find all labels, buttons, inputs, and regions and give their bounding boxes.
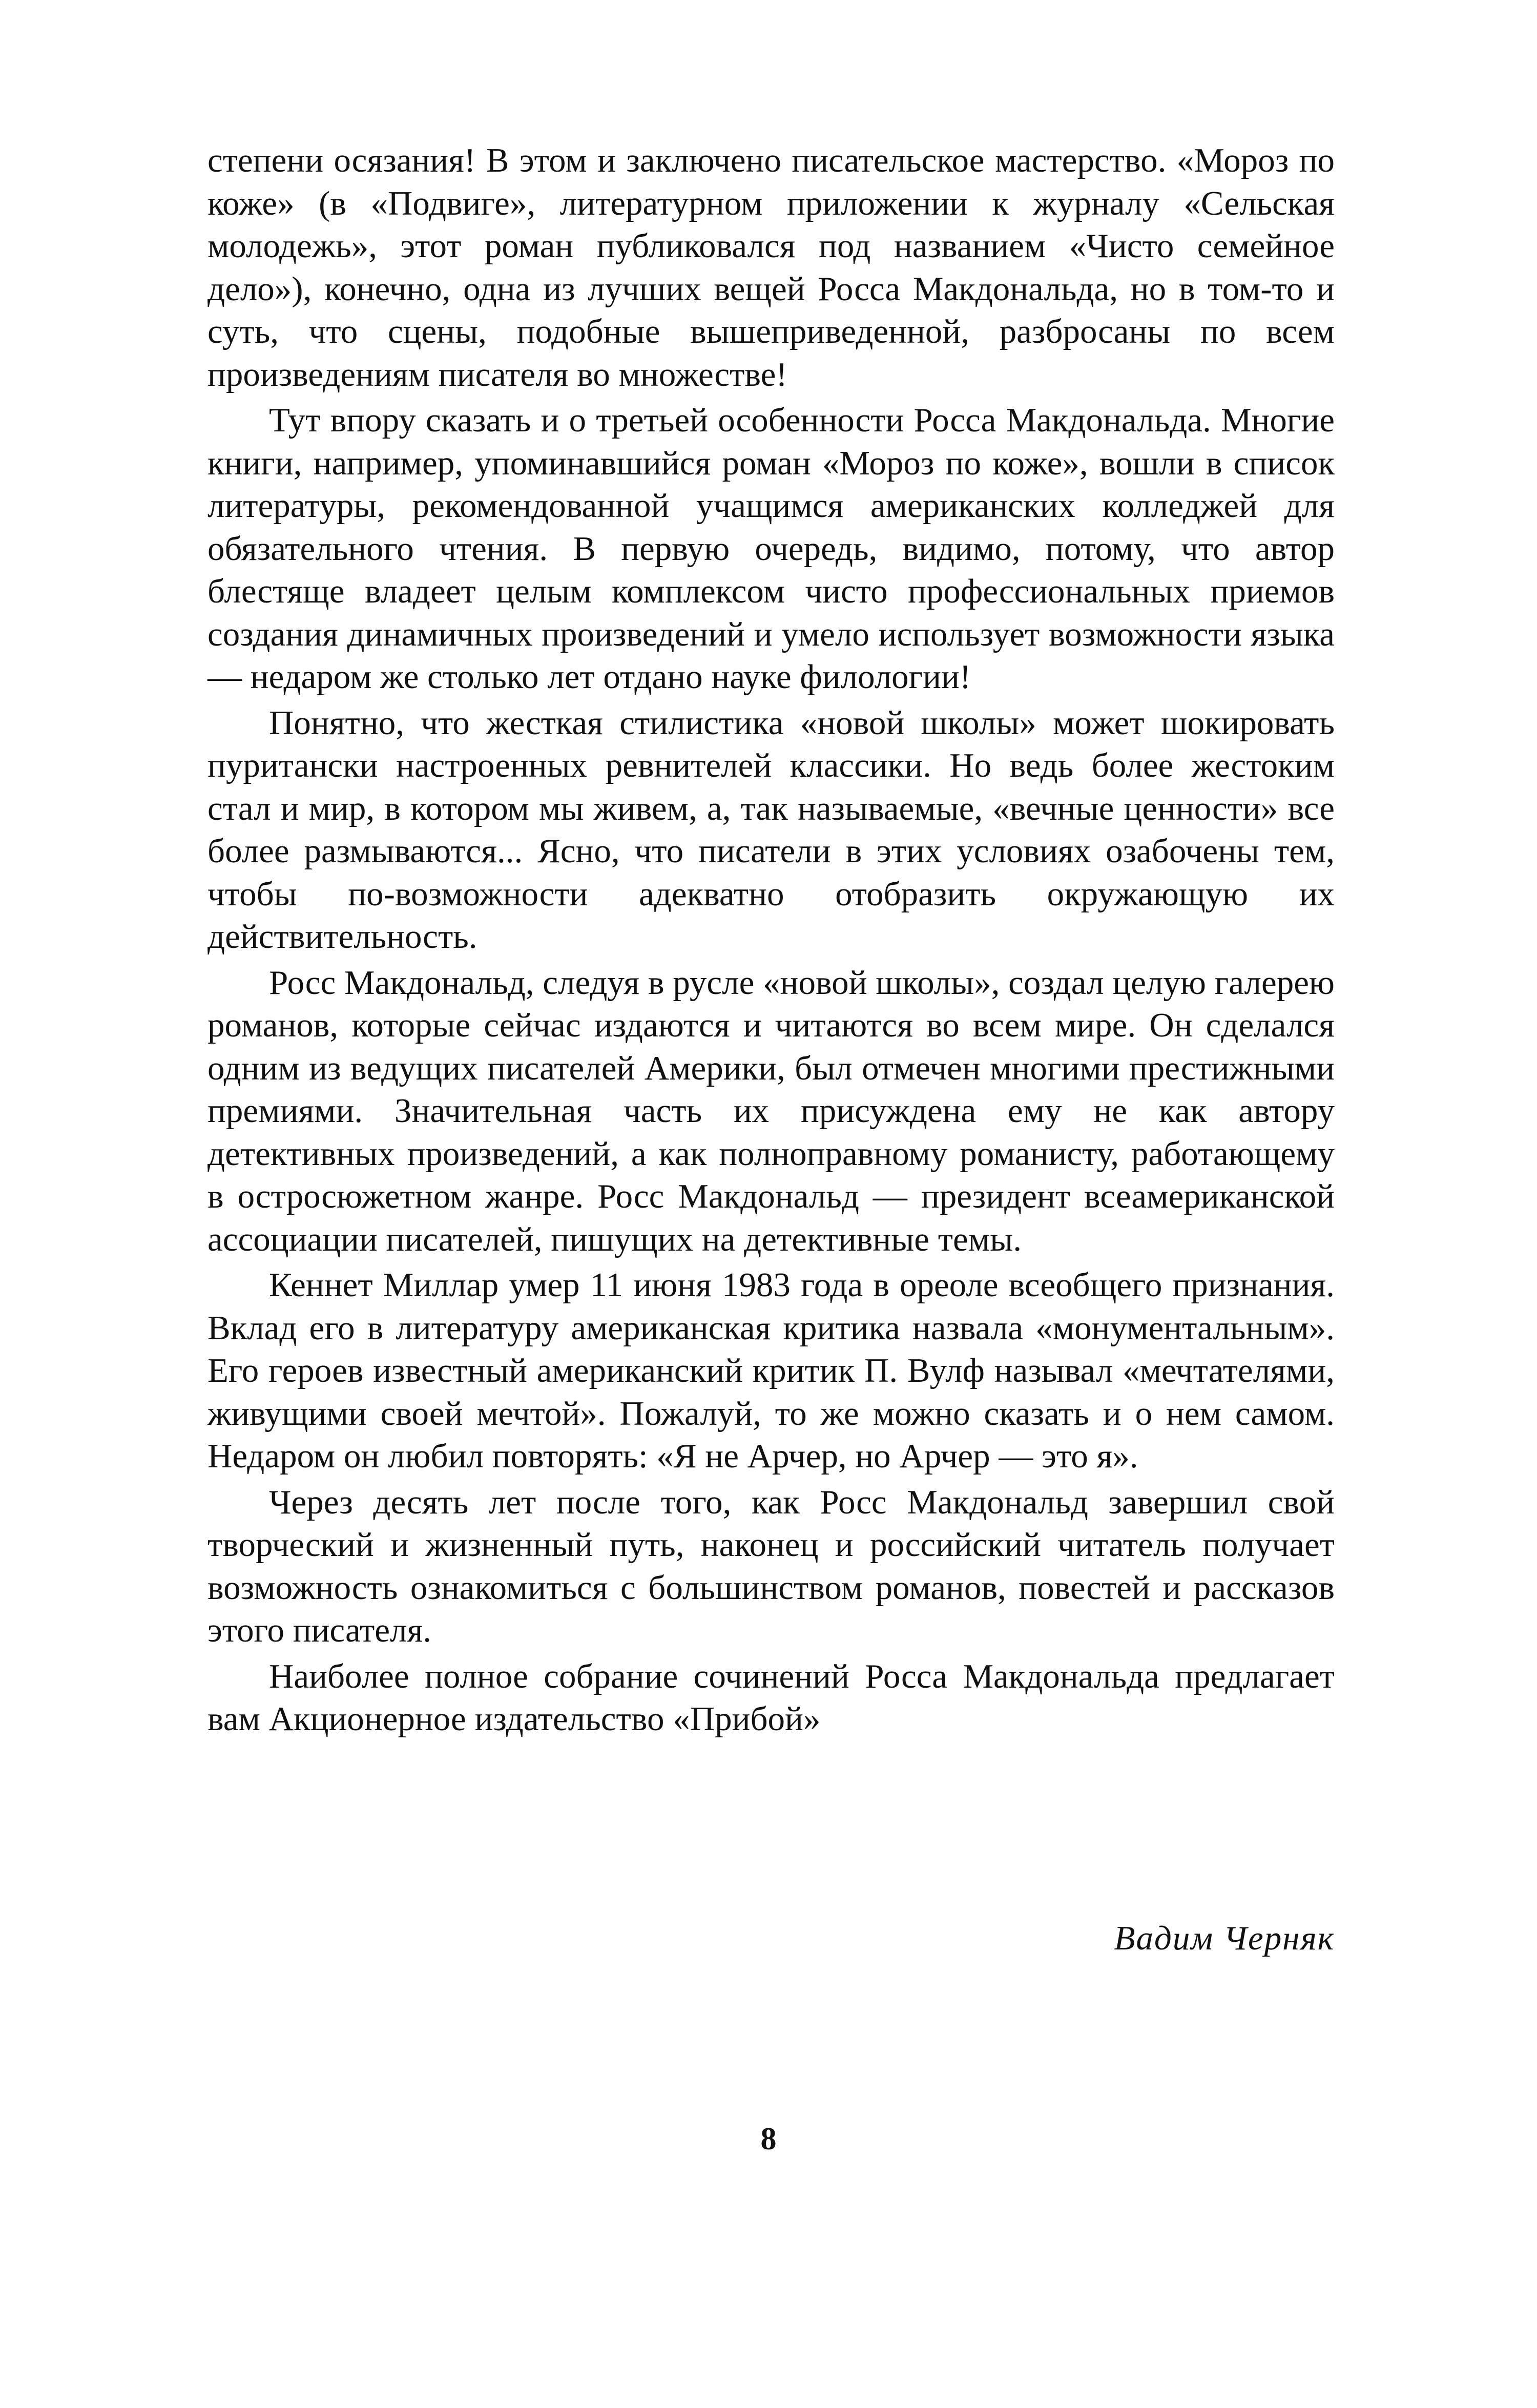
- main-text: [207, 139, 1335, 1741]
- page-number: 8: [760, 2122, 777, 2156]
- paragraph: Кеннет Миллар умер 11 июня 1983 года в ореоле всеобщего признания. Вклад его в литературу американская критика назвала «монументальным». Его героев известный американский критик П. Вулф называл «мечтателями, живущими своей мечтой». Пожалуй, то же можно сказать и о нем самом. Недаром он любил повторять: «Я не Арчер, но Арчер — это я».: [207, 1266, 1335, 1475]
- paragraph: Через десять лет после того, как Росс Макдональд завершил свой творческий и жизненный путь, наконец и российский читатель получает возможность ознакомиться с большинством романов, повестей и рассказов этого писателя.: [207, 1483, 1335, 1649]
- paragraph-continued: степени осязания! В этом и заключено писательское мастерство. «Мороз по коже» (в «Подвиге», литературном приложении к журналу «Сельская молодежь», этот роман публиковался под названием «Чисто семейное дело»), конечно, одна из лучших вещей Росса Макдональда, но в том-то и суть, что сцены, подобные вышеприведенной, разбросаны по всем произведениям писателя во множестве!: [207, 141, 1335, 393]
- paragraph: Росс Макдональд, следуя в русле «новой школы», создал целую галерею романов, которые сейчас издаются и читаются во всем мире. Он сделался одним из ведущих писателей Америки, был отмечен многими престижными премиями. Значительная часть их присуждена ему не как автору детективных произведений, а как полноправному романисту, работающему в остросюжетном жанре. Росс Макдональд — президент всеамериканской ассоциации писателей, пишущих на детективные темы.: [207, 963, 1335, 1258]
- author-signature: Вадим Черняк: [1114, 1919, 1335, 1957]
- paragraph: Понятно, что жесткая стилистика «новой школы» может шокировать пуритански настроенных ревнителей классики. Но ведь более жестоким стал и мир, в котором мы живем, а, так называемые, «вечные ценности» все более размываются... Ясно, что писатели в этих условиях озабочены тем, чтобы по-возможности адекватно отобразить окружающую их действительность.: [207, 703, 1335, 956]
- paragraph: Наиболее полное собрание сочинений Росса Макдональда предлагает вам Акционерное издательство «Прибой»: [207, 1657, 1335, 1738]
- paragraph: Тут впору сказать и о третьей особенности Росса Макдональда. Многие книги, например, упоминавшийся роман «Мороз по коже», вошли в список литературы, рекомендованной учащимся американских колледжей для обязательного чтения. В первую очередь, видимо, потому, что автор блестяще владеет целым комплексом чисто профессиональных приемов создания динамичных произведений и умело использует возможности языка — недаром же столько лет отдано науке филологии!: [207, 401, 1335, 696]
